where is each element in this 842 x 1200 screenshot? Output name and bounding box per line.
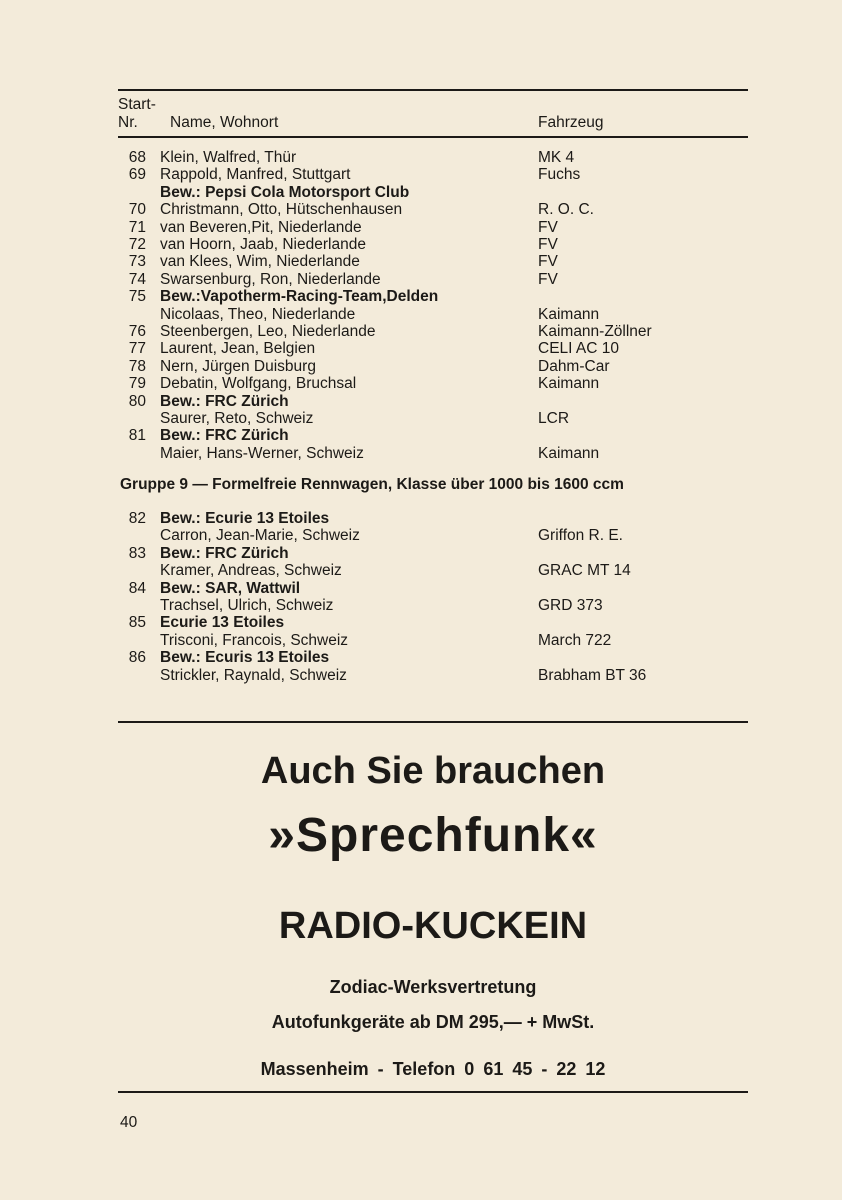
vehicle: FV bbox=[538, 218, 558, 236]
vehicle: CELI AC 10 bbox=[538, 340, 619, 358]
driver-name: Laurent, Jean, Belgien bbox=[160, 340, 316, 358]
entrant-team: Bew.: Ecuris 13 Etoiles bbox=[160, 649, 330, 667]
vehicle-column-header: Fahrzeug bbox=[538, 114, 604, 131]
vehicle: GRD 373 bbox=[538, 597, 603, 614]
entrant-team: Bew.: FRC Zürich bbox=[160, 392, 289, 410]
table-row bbox=[118, 667, 758, 685]
table-row bbox=[118, 236, 758, 254]
driver-name: Debatin, Wolfgang, Bruchsal bbox=[160, 375, 357, 393]
entrant-team: Bew.: FRC Zürich bbox=[160, 427, 289, 445]
vehicle: March 722 bbox=[538, 631, 612, 649]
table-row bbox=[118, 149, 758, 167]
start-number: 80 bbox=[128, 392, 146, 410]
table-row bbox=[118, 288, 758, 306]
vehicle: R. O. C. bbox=[538, 201, 594, 219]
vehicle: Fuchs bbox=[538, 166, 581, 184]
table-row bbox=[118, 323, 758, 341]
table-row bbox=[118, 580, 758, 598]
table-row bbox=[118, 184, 758, 202]
vehicle: GRAC MT 14 bbox=[538, 562, 631, 580]
start-number: 72 bbox=[128, 236, 146, 253]
driver-name: Carron, Jean-Marie, Schweiz bbox=[160, 527, 360, 545]
vehicle: Kaimann-Zöllner bbox=[538, 323, 652, 340]
table-row bbox=[118, 166, 758, 184]
driver-name: Klein, Walfred, Thür bbox=[160, 149, 297, 166]
start-number: 69 bbox=[128, 166, 146, 184]
table-row bbox=[118, 527, 758, 545]
vehicle: Kaimann bbox=[538, 375, 600, 393]
driver-name: van Hoorn, Jaab, Niederlande bbox=[160, 236, 366, 253]
driver-name: van Beveren,Pit, Niederlande bbox=[160, 218, 362, 236]
start-nr-header-line1: Start- bbox=[118, 96, 156, 113]
group-heading: Gruppe 9 — Formelfreie Rennwagen, Klasse über 1000 bis 1600 ccm bbox=[120, 476, 624, 493]
driver-name: Christmann, Otto, Hütschenhausen bbox=[160, 201, 403, 219]
entrant-team: Bew.:Vapotherm-Racing-Team,Delden bbox=[160, 288, 439, 306]
ad-headline: Auch Sie brauchen bbox=[260, 750, 606, 792]
entrant-team: Ecurie 13 Etoiles bbox=[160, 614, 285, 632]
start-number: 68 bbox=[128, 149, 146, 166]
ad-product: »Sprechfunk« bbox=[268, 809, 598, 862]
start-number: 76 bbox=[128, 323, 146, 340]
vehicle: Kaimann bbox=[538, 305, 600, 323]
start-number: 81 bbox=[128, 427, 146, 445]
vehicle: Dahm-Car bbox=[538, 357, 610, 375]
table-row bbox=[118, 545, 758, 563]
start-number: 79 bbox=[128, 375, 146, 393]
vehicle: Griffon R. E. bbox=[538, 527, 623, 545]
start-number: 86 bbox=[128, 649, 146, 667]
table-row bbox=[118, 375, 758, 393]
table-row bbox=[118, 427, 758, 445]
table-row bbox=[118, 306, 758, 324]
table-row bbox=[118, 597, 758, 615]
ad-contact-line: Massenheim - Telefon 0 61 45 - 22 12 bbox=[260, 1059, 606, 1079]
table-row bbox=[118, 410, 758, 428]
table-row bbox=[118, 649, 758, 667]
table-row bbox=[118, 393, 758, 411]
table-row bbox=[118, 614, 758, 632]
start-number: 77 bbox=[128, 340, 146, 358]
entrant-team: Bew.: FRC Zürich bbox=[160, 544, 289, 562]
table-row bbox=[118, 340, 758, 358]
entrant-team: Bew.: Pepsi Cola Motorsport Club bbox=[160, 183, 410, 201]
start-number: 83 bbox=[128, 544, 146, 562]
driver-name: Nicolaas, Theo, Niederlande bbox=[160, 305, 356, 323]
start-number: 71 bbox=[128, 218, 146, 236]
header-rule bbox=[118, 136, 748, 138]
table-row bbox=[118, 201, 758, 219]
table-row bbox=[118, 219, 758, 237]
driver-name: Trisconi, Francois, Schweiz bbox=[160, 631, 349, 649]
vehicle: MK 4 bbox=[538, 149, 575, 166]
start-number: 70 bbox=[128, 201, 146, 219]
ad-top-rule bbox=[118, 721, 748, 723]
driver-name: van Klees, Wim, Niederlande bbox=[160, 253, 360, 271]
driver-name: Saurer, Reto, Schweiz bbox=[160, 410, 314, 427]
start-number: 74 bbox=[128, 270, 146, 288]
ad-company: RADIO-KUCKEIN bbox=[278, 905, 588, 947]
vehicle: Brabham BT 36 bbox=[538, 666, 647, 684]
ad-dealer-line: Zodiac-Werksvertretung bbox=[329, 977, 537, 997]
start-number: 84 bbox=[128, 579, 146, 597]
start-number: 85 bbox=[128, 614, 146, 632]
start-number: 73 bbox=[128, 253, 146, 271]
table-row bbox=[118, 358, 758, 376]
start-number: 82 bbox=[128, 510, 146, 527]
ad-bottom-rule bbox=[118, 1091, 748, 1093]
driver-name: Steenbergen, Leo, Niederlande bbox=[160, 323, 376, 340]
entrant-team: Bew.: Ecurie 13 Etoiles bbox=[160, 510, 330, 527]
start-number: 78 bbox=[128, 357, 146, 375]
vehicle: FV bbox=[538, 253, 558, 271]
table-row bbox=[118, 632, 758, 650]
table-row bbox=[118, 445, 758, 463]
name-column-header: Name, Wohnort bbox=[170, 114, 279, 131]
entrant-team: Bew.: SAR, Wattwil bbox=[160, 579, 301, 597]
top-rule bbox=[118, 89, 748, 91]
table-row bbox=[118, 510, 758, 528]
vehicle: FV bbox=[538, 236, 558, 253]
table-row bbox=[118, 271, 758, 289]
driver-name: Kramer, Andreas, Schweiz bbox=[160, 562, 342, 580]
page-number: 40 bbox=[120, 1114, 138, 1131]
table-row bbox=[118, 253, 758, 271]
driver-name: Swarsenburg, Ron, Niederlande bbox=[160, 270, 381, 288]
driver-name: Strickler, Raynald, Schweiz bbox=[160, 666, 347, 684]
driver-name: Rappold, Manfred, Stuttgart bbox=[160, 166, 351, 184]
driver-name: Trachsel, Ulrich, Schweiz bbox=[160, 597, 334, 614]
vehicle: FV bbox=[538, 270, 558, 288]
driver-name: Nern, Jürgen Duisburg bbox=[160, 357, 316, 375]
start-nr-header-line2: Nr. bbox=[118, 114, 138, 131]
start-number: 75 bbox=[128, 288, 146, 306]
vehicle: LCR bbox=[538, 410, 570, 427]
vehicle: Kaimann bbox=[538, 444, 600, 462]
driver-name: Maier, Hans-Werner, Schweiz bbox=[160, 444, 364, 462]
ad-price-line: Autofunkgeräte ab DM 295,— + MwSt. bbox=[271, 1012, 595, 1032]
table-row bbox=[118, 562, 758, 580]
